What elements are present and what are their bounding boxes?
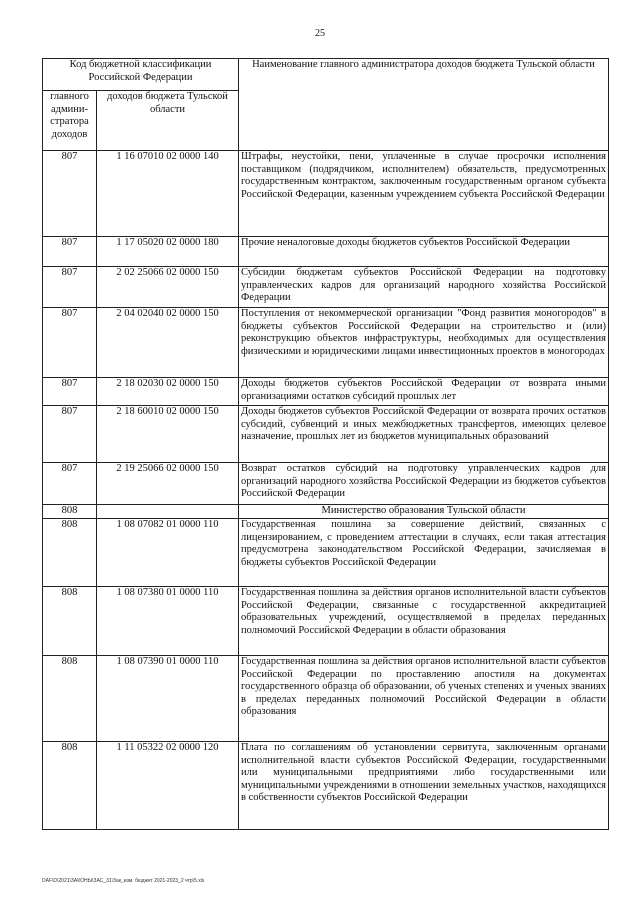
admin-code-cell: 807 [43,151,97,237]
income-name-cell: Штрафы, неустойки, пени, уплаченные в случае просрочки исполнения поставщиком (подрядчиком, исполнителем) обязательств, предусмотренных государственным контрактом, заключенным государственным органом субъекта Российской Федерации, казенным учреждением субъекта Российской Федерации [239,151,609,237]
income-column-header: доходов бюджета Тульской области [97,91,239,151]
table-row-section-header [43,505,609,519]
income-code-cell: 2 02 25066 02 0000 150 [97,267,239,308]
income-name-cell: Плата по соглашениям об установлении сервитута, заключенным органами исполнительной власти субъектов Российской Федерации, государственными или муниципальными предприятиями либо государственными или муниципальными учреждениями в отношении земельных участков, находящихся в собственности субъектов Российской Федерации [239,742,609,830]
income-code-cell: 2 18 02030 02 0000 150 [97,378,239,406]
admin-code-cell: 807 [43,267,97,308]
admin-code-cell: 808 [43,505,97,519]
table-row [43,267,609,308]
admin-column-header: главного админи-стратора доходов [43,91,97,151]
table-row [43,742,609,830]
income-code-cell: 1 11 05322 02 0000 120 [97,742,239,830]
page-number: 25 [315,28,325,39]
budget-codes-table [42,58,609,830]
admin-code-cell: 807 [43,308,97,378]
income-name-cell: Субсидии бюджетам субъектов Российской Федерации на подготовку управленческих кадров для организаций народного хозяйства Российской Федерации [239,267,609,308]
income-code-cell: 1 08 07390 01 0000 110 [97,656,239,742]
admin-code-cell: 808 [43,656,97,742]
income-code-cell: 1 08 07380 01 0000 110 [97,587,239,656]
income-name-cell: Государственная пошлина за совершение действий, связанных с лицензированием, с проведением аттестации в случаях, если такая аттестация предусмотрена законодательством Российской Федерации, зачисляемая в бюджеты субъектов Российской Федерации [239,519,609,587]
table-row [43,463,609,505]
table-row [43,656,609,742]
name-column-header: Наименование главного администратора доходов бюджета Тульской области [239,59,609,151]
table-row [43,519,609,587]
admin-code-cell: 807 [43,406,97,463]
income-name-cell: Доходы бюджетов субъектов Российской Федерации от возврата прочих остатков субсидий, субвенций и иных межбюджетных трансфертов, имеющих целевое назначение, прошлых лет из бюджетов муниципальных образований [239,406,609,463]
table-row [43,587,609,656]
income-name-cell: Доходы бюджетов субъектов Российской Федерации от возврата иными организациями остатков субсидий прошлых лет [239,378,609,406]
income-name-cell: Возврат остатков субсидий на подготовку управленческих кадров для организаций народного хозяйства Российской Федерации из бюджетов субъектов Российской Федерации [239,463,609,505]
table-row [43,378,609,406]
admin-code-cell: 807 [43,237,97,267]
table-row [43,406,609,463]
table-row [43,237,609,267]
income-code-cell: 2 04 02040 02 0000 150 [97,308,239,378]
file-path-footer: DAF\D\2021\ЗАКОНЫ\ЗАС_31\Зак_изм. бюджет 2021-2023_2 чтр\5.xls [42,878,205,884]
income-code-cell: 2 19 25066 02 0000 150 [97,463,239,505]
admin-code-cell: 807 [43,378,97,406]
admin-code-cell: 808 [43,742,97,830]
income-name-cell: Государственная пошлина за действия органов исполнительной власти субъектов Российской Федерации, связанные с государственной аккредитацией образовательных учреждений, осуществляемой в пределах переданных полномочий Российской Федерации в области образования [239,587,609,656]
table-row [43,308,609,378]
code-group-header: Код бюджетной классификации Российской Федерации [43,59,239,91]
income-code-cell: 1 08 07082 01 0000 110 [97,519,239,587]
income-name-cell: Прочие неналоговые доходы бюджетов субъектов Российской Федерации [239,237,609,267]
income-name-cell: Государственная пошлина за действия органов исполнительной власти субъектов Российской Федерации по проставлению апостиля на документах государственного образца об образовании, об ученых степенях и ученых званиях в пределах переданных полномочий Российской Федерации в области образования [239,656,609,742]
income-name-cell: Поступления от некоммерческой организации "Фонд развития моногородов" в бюджеты субъектов Российской Федерации на строительство и (или) реконструкцию объектов инфраструктуры, необходимых для осуществления физическими и юридическими лицами инвестиционных проектов в моногородах [239,308,609,378]
table-row [43,151,609,237]
income-code-cell: 1 16 07010 02 0000 140 [97,151,239,237]
income-code-cell: 2 18 60010 02 0000 150 [97,406,239,463]
admin-code-cell: 808 [43,519,97,587]
admin-code-cell: 807 [43,463,97,505]
income-code-cell: 1 17 05020 02 0000 180 [97,237,239,267]
admin-code-cell: 808 [43,587,97,656]
income-code-cell [97,505,239,519]
administrator-name-cell: Министерство образования Тульской области [239,505,609,519]
